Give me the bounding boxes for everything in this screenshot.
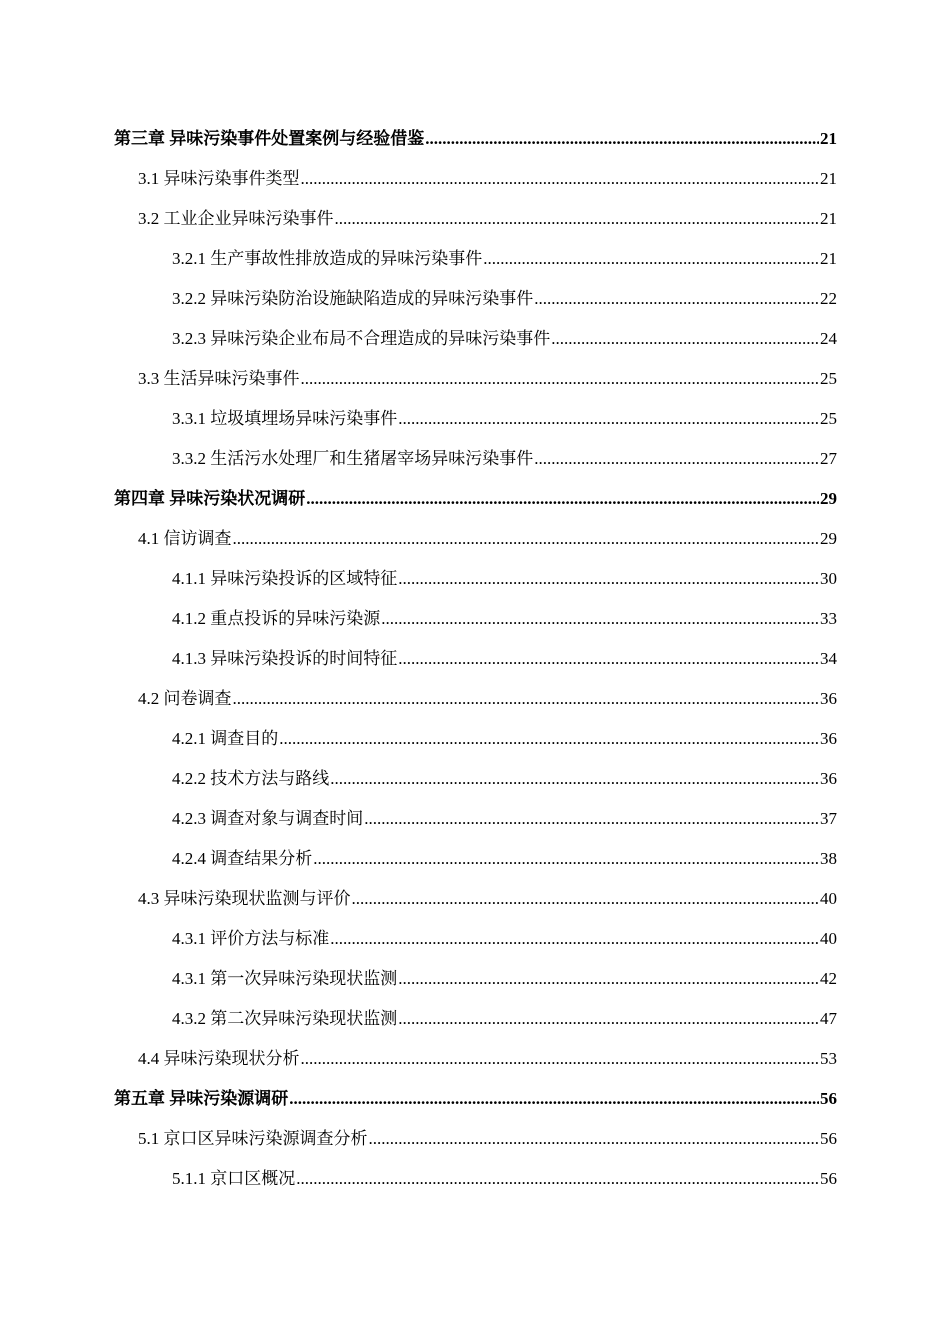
toc-subsection-entry[interactable] [114,279,837,319]
toc-entry-title: 4.2 问卷调查 [138,689,232,708]
toc-subsection-entry[interactable] [114,639,837,679]
toc-dot-leader [306,479,819,519]
toc-entry-title: 5.1 京口区异味污染源调查分析 [138,1129,368,1148]
toc-chapter-entry[interactable] [114,1079,837,1119]
toc-subsection-entry[interactable] [114,799,837,839]
toc-page-number: 37 [820,809,837,828]
toc-subsection-entry[interactable] [114,559,837,599]
toc-entry-title: 第四章 异味污染状况调研 [114,489,306,508]
toc-section-entry[interactable] [114,159,837,199]
toc-page-number: 29 [820,529,837,548]
toc-page-number: 56 [820,1089,837,1108]
toc-dot-leader [330,759,819,799]
toc-entry-title: 3.2.2 异味污染防治设施缺陷造成的异味污染事件 [172,289,534,308]
toc-dot-leader [296,1159,819,1199]
toc-subsection-entry[interactable] [114,719,837,759]
toc-dot-leader [313,839,819,879]
toc-entry-title: 4.1 信访调查 [138,529,232,548]
toc-section-entry[interactable] [114,1119,837,1159]
toc-page-number: 21 [820,169,837,188]
toc-entry-title: 3.3.2 生活污水处理厂和生猪屠宰场异味污染事件 [172,449,534,468]
toc-entry-title: 4.3.1 评价方法与标准 [172,929,330,948]
toc-page-number: 25 [820,409,837,428]
toc-section-entry[interactable] [114,199,837,239]
toc-page-number: 53 [820,1049,837,1068]
toc-dot-leader [551,319,819,359]
toc-dot-leader [301,159,820,199]
toc-page-number: 25 [820,369,837,388]
toc-dot-leader [483,239,819,279]
toc-section-entry[interactable] [114,679,837,719]
toc-subsection-entry[interactable] [114,919,837,959]
toc-page-number: 36 [820,769,837,788]
toc-page-number: 29 [820,489,837,508]
toc-entry-title: 3.3.1 垃圾填埋场异味污染事件 [172,409,398,428]
toc-dot-leader [233,679,820,719]
toc-subsection-entry[interactable] [114,1159,837,1199]
toc-dot-leader [335,199,820,239]
toc-page-number: 56 [820,1169,837,1188]
toc-page-number: 56 [820,1129,837,1148]
toc-entry-title: 3.2 工业企业异味污染事件 [138,209,334,228]
toc-chapter-entry[interactable] [114,119,837,159]
toc-page-number: 38 [820,849,837,868]
toc-entry-title: 3.2.3 异味污染企业布局不合理造成的异味污染事件 [172,329,551,348]
toc-entry-title: 5.1.1 京口区概况 [172,1169,296,1188]
toc-entry-title: 4.1.2 重点投诉的异味污染源 [172,609,381,628]
toc-page-number: 22 [820,289,837,308]
toc-page-number: 36 [820,729,837,748]
toc-subsection-entry[interactable] [114,759,837,799]
toc-subsection-entry[interactable] [114,399,837,439]
toc-section-entry[interactable] [114,359,837,399]
table-of-contents [114,119,837,1199]
toc-entry-title: 4.2.2 技术方法与路线 [172,769,330,788]
toc-page-number: 36 [820,689,837,708]
toc-entry-title: 4.1.3 异味污染投诉的时间特征 [172,649,398,668]
toc-dot-leader [364,799,819,839]
toc-page-number: 40 [820,889,837,908]
toc-dot-leader [398,399,819,439]
toc-entry-title: 4.4 异味污染现状分析 [138,1049,300,1068]
toc-dot-leader [398,559,819,599]
toc-entry-title: 4.1.1 异味污染投诉的区域特征 [172,569,398,588]
toc-dot-leader [279,719,819,759]
toc-entry-title: 第五章 异味污染源调研 [114,1089,289,1108]
toc-entry-title: 4.2.4 调查结果分析 [172,849,313,868]
toc-dot-leader [398,999,819,1039]
toc-subsection-entry[interactable] [114,959,837,999]
toc-dot-leader [425,119,819,159]
toc-dot-leader [369,1119,820,1159]
toc-entry-title: 4.3.2 第二次异味污染现状监测 [172,1009,398,1028]
toc-page-number: 27 [820,449,837,468]
toc-chapter-entry[interactable] [114,479,837,519]
toc-dot-leader [289,1079,819,1119]
toc-page-number: 21 [820,209,837,228]
toc-entry-title: 3.2.1 生产事故性排放造成的异味污染事件 [172,249,483,268]
toc-page-number: 24 [820,329,837,348]
toc-dot-leader [330,919,819,959]
toc-entry-title: 4.2.1 调查目的 [172,729,279,748]
toc-dot-leader [381,599,819,639]
toc-page-number: 21 [820,129,837,148]
toc-page-number: 40 [820,929,837,948]
toc-dot-leader [398,639,819,679]
toc-page-number: 42 [820,969,837,988]
toc-subsection-entry[interactable] [114,599,837,639]
toc-page-number: 30 [820,569,837,588]
toc-entry-title: 4.3 异味污染现状监测与评价 [138,889,351,908]
toc-entry-title: 3.1 异味污染事件类型 [138,169,300,188]
toc-dot-leader [534,439,819,479]
toc-dot-leader [534,279,819,319]
toc-page-number: 34 [820,649,837,668]
toc-dot-leader [352,879,820,919]
toc-subsection-entry[interactable] [114,239,837,279]
toc-entry-title: 第三章 异味污染事件处置案例与经验借鉴 [114,129,425,148]
toc-page-number: 21 [820,249,837,268]
toc-dot-leader [233,519,820,559]
toc-dot-leader [398,959,819,999]
toc-subsection-entry[interactable] [114,439,837,479]
toc-entry-title: 3.3 生活异味污染事件 [138,369,300,388]
toc-subsection-entry[interactable] [114,839,837,879]
toc-section-entry[interactable] [114,1039,837,1079]
toc-section-entry[interactable] [114,879,837,919]
toc-dot-leader [301,1039,820,1079]
toc-entry-title: 4.2.3 调查对象与调查时间 [172,809,364,828]
toc-page-number: 47 [820,1009,837,1028]
toc-page-number: 33 [820,609,837,628]
toc-subsection-entry[interactable] [114,319,837,359]
toc-entry-title: 4.3.1 第一次异味污染现状监测 [172,969,398,988]
toc-section-entry[interactable] [114,519,837,559]
toc-subsection-entry[interactable] [114,999,837,1039]
toc-dot-leader [301,359,820,399]
